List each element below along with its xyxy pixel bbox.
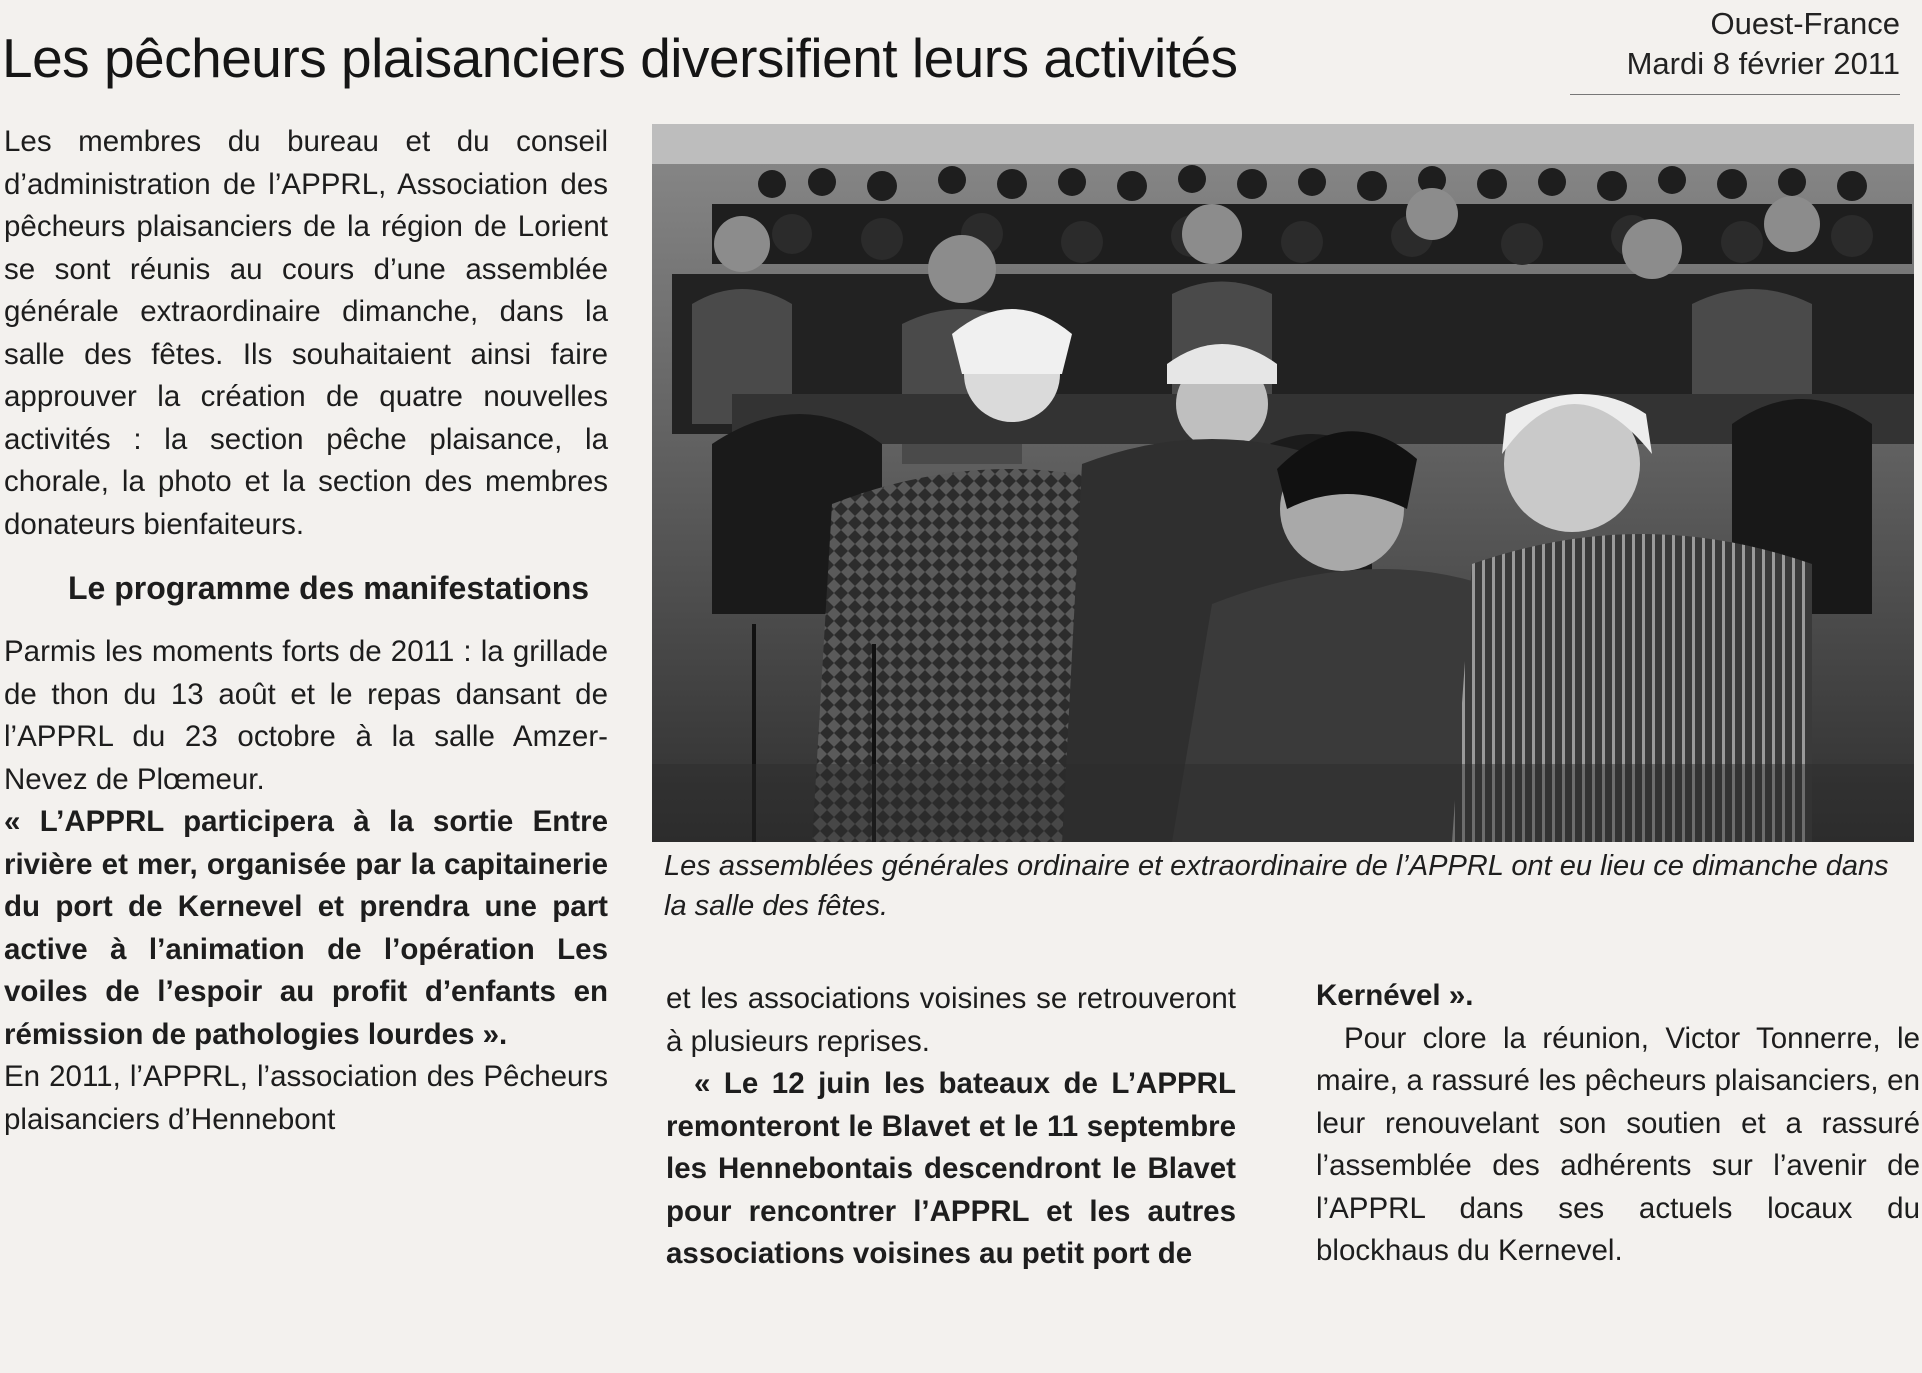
subheading: Le programme des manifestations bbox=[68, 570, 590, 606]
column-2 bbox=[666, 978, 1236, 1276]
quote-blavet: « Le 12 juin les bateaux de L’APPRL remonteront le Blavet et le 11 septembre les Hennebontais descendront le Blavet pour rencontrer l’APPRL et les autres associations voisines au petit port de bbox=[666, 1067, 1236, 1270]
publication-date: Mardi 8 février 2011 bbox=[1626, 46, 1900, 81]
headline: Les pêcheurs plaisanciers diversifient leurs activités bbox=[2, 27, 1238, 89]
audience-photo-illustration bbox=[652, 124, 1914, 842]
column-1 bbox=[4, 121, 608, 1141]
paragraph-hennebont-start: En 2011, l’APPRL, l’association des Pêcheurs plaisanciers d’Hennebont bbox=[4, 1060, 608, 1136]
newspaper-name: Ouest-France bbox=[1710, 6, 1900, 41]
intro-paragraph: Les membres du bureau et du conseil d’administration de l’APPRL, Association des pêcheurs plaisanciers de la région de Lorient se sont réunis au cours d’une assemblée générale extraordinaire dimanche, dans la salle des fêtes. Ils souhaitaient ainsi faire approuver la création de quatre nouvelles activités : la section pêche plaisance, la chorale, la photo et la section des membres donateurs bienfaiteurs. bbox=[4, 125, 608, 541]
column-3 bbox=[1316, 975, 1920, 1273]
paragraph-programme: Parmis les moments forts de 2011 : la grillade de thon du 13 août et le repas dansant de l’APPRL du 23 octobre à la salle Amzer-Nevez de Plœmeur. bbox=[4, 635, 608, 796]
quote-kernevel: « L’APPRL participera à la sortie Entre rivière et mer, organisée par la capitainerie du port de Kernevel et prendra une part active à l’animation de l’opération Les voiles de l’espoir au profit d’enfants en rémission de pathologies lourdes ». bbox=[4, 805, 608, 1051]
paragraph-hennebont-end: et les associations voisines se retrouveront à plusieurs reprises. bbox=[666, 982, 1236, 1058]
closing-paragraph: Pour clore la réunion, Victor Tonnerre, le maire, a rassuré les pêcheurs plaisanciers, en leur renouvelant son soutien et a rassuré l’assemblée des adhérents sur l’avenir de l’APPRL dans ses actuels locaux du blockhaus du Kernevel. bbox=[1316, 1021, 1920, 1267]
assembly-photo bbox=[652, 124, 1914, 842]
quote-blavet-end: Kernével ». bbox=[1316, 979, 1474, 1012]
photo-caption: Les assemblées générales ordinaire et extraordinaire de l’APPRL ont eu lieu ce dimanche dans la salle des fêtes. bbox=[664, 850, 1889, 922]
masthead bbox=[1570, 4, 1900, 95]
